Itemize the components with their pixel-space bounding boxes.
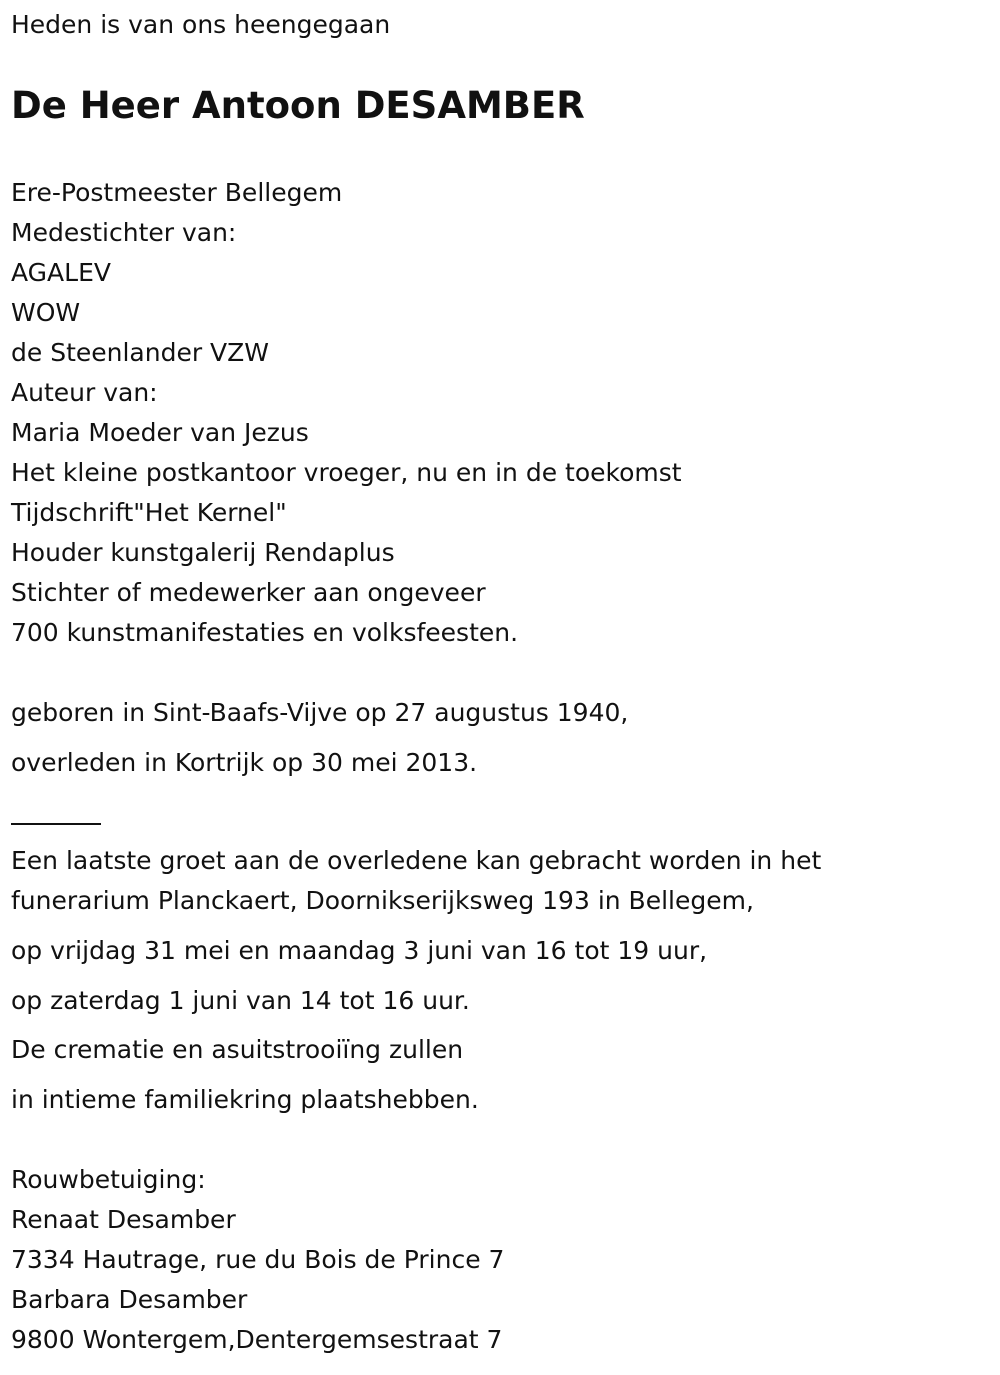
bio-line: AGALEV — [11, 258, 111, 287]
bio-line: Houder kunstgalerij Rendaplus — [11, 538, 395, 567]
bio-line: Auteur van: — [11, 378, 158, 407]
bio-line: Stichter of medewerker aan ongeveer — [11, 578, 486, 607]
bio-line: WOW — [11, 298, 81, 327]
bio-line: Tijdschrift"Het Kernel" — [11, 498, 287, 527]
bio-line: Maria Moeder van Jezus — [11, 418, 309, 447]
condolence-address: 7334 Hautrage, rue du Bois de Prince 7 — [11, 1245, 505, 1274]
bio-line: de Steenlander VZW — [11, 338, 270, 367]
bio-line: Het kleine postkantoor vroeger, nu en in de toekomst — [11, 458, 682, 487]
deceased-name: De Heer Antoon DESAMBER — [11, 84, 585, 127]
funeral-line: op zaterdag 1 juni van 14 tot 16 uur. — [11, 986, 470, 1015]
funeral-line: funerarium Planckaert, Doornikserijksweg 193 in Bellegem, — [11, 886, 754, 915]
condolence-name: Barbara Desamber — [11, 1285, 248, 1314]
funeral-line: op vrijdag 31 mei en maandag 3 juni van 16 tot 19 uur, — [11, 936, 708, 965]
separator-rule — [11, 823, 101, 825]
funeral-line: in intieme familiekring plaatshebben. — [11, 1085, 479, 1114]
funeral-line: De crematie en asuitstrooiïng zullen — [11, 1035, 464, 1064]
bio-line: Ere-Postmeester Bellegem — [11, 178, 343, 207]
bio-line: 700 kunstmanifestaties en volksfeesten. — [11, 618, 519, 647]
death-line: overleden in Kortrijk op 30 mei 2013. — [11, 748, 478, 777]
birth-line: geboren in Sint-Baafs-Vijve op 27 augustus 1940, — [11, 698, 629, 727]
condolence-name: Renaat Desamber — [11, 1205, 236, 1234]
condolences-heading: Rouwbetuiging: — [11, 1165, 206, 1194]
funeral-line: Een laatste groet aan de overledene kan gebracht worden in het — [11, 846, 822, 875]
bio-line: Medestichter van: — [11, 218, 237, 247]
intro-text: Heden is van ons heengegaan — [11, 10, 391, 39]
condolence-address: 9800 Wontergem,Dentergemsestraat 7 — [11, 1325, 503, 1354]
